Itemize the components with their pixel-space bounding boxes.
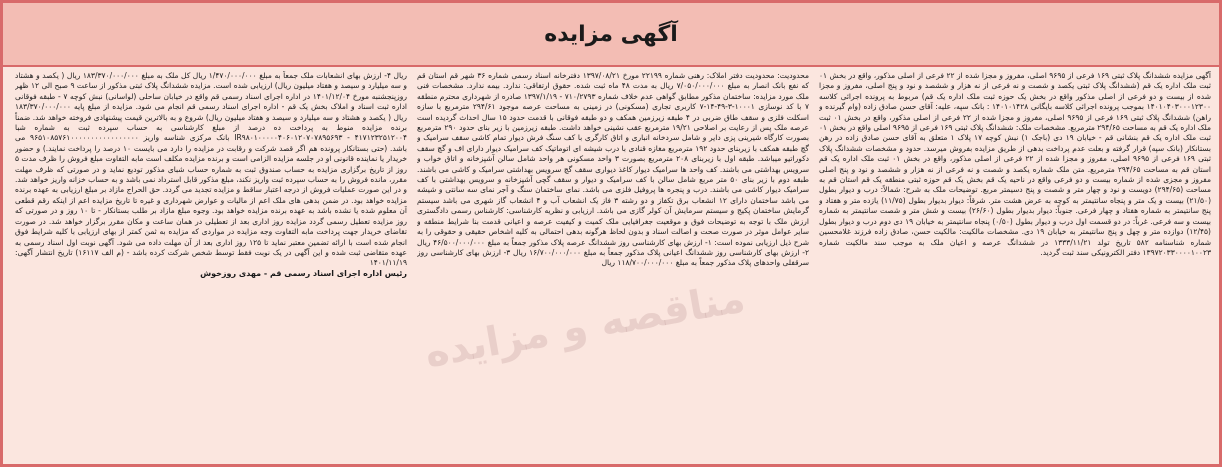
column-left-text: ریال ۴- ارزش بهای انشعابات ملک جمعاً به مبلغ ۱/۴۷۰/۰۰۰/۰۰۰ ریال کل ملک به مبلغ ۱۸۳/۳۷۰/۰۰۰/۰۰۰ ریال ( یکصد و هشتاد و سه میلیارد و سیصد و هفتاد میلیون ریال) ارزیابی شده است. مزایده ششدانگ پلاک ثبتی مذکور از ساعت ۹ صبح الی ۱۲ ظهر روزپنجشنبه مورخ ۱۴۰۱/۱۲/۰۴ در اداره اجرای اسناد رسمی قم واقع در خیابان ساحلی (لواسانی) نبش کوچه ۷ - طبقه فوقانی اداره ثبت اسناد و املاک بخش یک قم - اداره اجرای اسناد رسمی قم انجام می شود. مزایده از مبلغ پایه ۱۸۳/۳۷۰/۰۰۰/۰۰۰ ریال ( یکصد و هشتاد و سه میلیارد و سیصد و هفتاد میلیون ریال) شروع و به بالاترین قیمت پیشنهادی فروخته خواهد شد. ضمناً برنده مزایده منوط به پرداخت ده درصد از مبلغ کارشناسی به حساب سپرده ثبت به شماره شبا IR۹۸۰۱۰۰۰۰۰۴۰۶۰۱۲۰۷۰۷۸۹۵۶۹۳ - ۴۱۷۱۲۳۲۵۱۲۰۰۴ بانک مرکزی شناسه واریز ۹۶۵۱۰۸۵۷۶۱۰۰۰۰۰۰۰۰۰۰۰۰۰۰۰۰۰ می باشد. (حتی بستانکار پرونده هم اگر قصد شرکت و رقابت در مزایده را دارد می بایست ۱۰ درصد را پرداخت نمایند.) و حضور خریدار یا نماینده قانونی او در جلسه مزایده الزامی است و برنده مزایده مکلف است مابه التفاوت مبلغ فروش را ظرف مدت ۵ روز از تاریخ برگزاری مزایده به حساب صندوق ثبت به شماره حساب شبای مذکور تودیع نماید و در صورتی که ظرف مهلت مقرر، مانده فروش را به حساب سپرده ثبت واریز نکند، مبلغ مذکور قابل استرداد نمی باشد و به حساب خزانه واریز خواهد شد. و در این صورت عملیات فروش از درجه اعتبار ساقط و مزایده تجدید می گردد. حق الحراج مازاد بر مبلغ ارزیابی به عهده برنده مزایده خواهد بود. در ضمن بدهی های ملک اعم از مالیات و عوارض شهرداری و غیره تا تاریخ مزایده اعم از اینکه رقم قطعی آن معلوم شده یا نشده باشد به عهده برنده مزایده خواهد بود. وجوه مبلغ مازاد بر طلب بستانکار - تا ۱۰ روز و در صورتی که روز مزایده تعطیل رسمی گردد مزایده روز اداری بعد از تعطیلی در همان ساعت و مکان مقرر برگزار خواهد شد. در صورت تقاضای خریدار جهت پرداخت مابه التفاوت وجه مزایده در مواردی که مزایده به ثمن کمتر از بهای ارزیابی با کلیه شرایط فوق انجام شده است با ارائه تضمین معتبر نماید تا ۱۲۵ روز اداری بعد از آن مهلت داده می شود. آگهی نوبت اول اسناد رسمی به عهده متقاضی ثبت شده و این آگهی در یک نوبت فقط توسط شخص شرکت کرده باشد - (م الف ۱۶۱۱۷) تاریخ انتشار آگهی: ۱۴۰۱/۱۱/۱۹ (15, 71, 407, 268)
ad-columns (3, 67, 1219, 459)
column-middle-text: محدودیت: محدودیت دفتر املاک: رهنی شماره ۲۲۱۹۹ مورخ ۱۳۹۷/۰۸/۲۱ دفترخانه اسناد رسمی شماره ۳۶ شهر قم استان قم که نفع بانک انصار به مبلغ ۷/۰۵۰/۰۰۰/۰۰۰ ریال به مدت ۴۸ ماه ثبت شده. حقوق ارتفاقی: ندارد. بیمه ندارد. مشخصات فنی ملک مورد مزایده: ساختمان مذکور مطابق گواهی عدم خلاف شماره ۷۱۰/۲۷۹۳ - ۱۳۹۷/۱/۱۹ صادره از شهرداری محترم منطقه ۷ با کد نوسازی ۱۰۰۰۱-۳-۴۹-۱۴-۷ کاربری تجاری (مسکونی) در زمینی به مساحت عرصه موجود ۲۹۴/۶۱ مترمربع با سازه اسکلت فلزی و سقف طاق ضربی در ۴ طبقه زیرزمین همکف و دو طبقه فوقانی با قدمت حدود ۱۵ سال احداث گردیده است عرصه ملک پس از رعایت بر اصلاحی ۱۹/۲۱ مترمربع عقب نشینی خواهد داشت. طبقه زیرزمین با زیر بنای حدود ۲۹۰ مترمربع بصورت کارگاه شیرینی پزی دایر و شامل سردخانه انباری و اتاق کارگری با کف سنگ فرش دیوار تمام کاشی سقف سرامیک و گچ طبقه همکف با زیربنای حدود ۱۹۲ مترمربع مغازه قنادی با درب شیشه ای اتوماتیک کف سرامیک دیوار دارای اف و گچ سقف دکوراتیو میباشد. طبقه اول با زیربنای ۲۰۸ مترمربع بصورت ۳ واحد مسکونی هر واحد شامل سالن آشپزخانه و اتاق خواب و سرویس بهداشتی می باشند. کف واحد ها سرامیک دیوار کاغذ دیواری سقف گچ سرویس بهداشتی سرامیک و کاشی می باشند. طبقه دوم با زیر بنای ۵۰ متر مربع شامل سالن با کف سرامیک و دیوار و سقف گچی آشپزخانه و سرویس بهداشتی با کف سرامیک دیوار کاشی می باشند. درب و پنجره ها پروفیل فلزی می باشد. نمای ساختمان سنگ و آجر نمای سه سانتی و شیشه می باشد ساختمان دارای ۱۲ انشعاب برق تکفاز و دو رشته ۳ فاز یک انشعاب آب و ۴ انشعاب گاز شهری می باشد سیستم گرمایش ساختمان پکیج و سیستم سرمایش آن کولر گازی می باشد. ارزیابی و نظریه کارشناسی: کارشناس رسمی دادگستری ارزش ملک با توجه به توضیحات فوق و موقعیت جغرافیایی ملک کمیت و کیفیت عرصه و اعیانی قدمت بنا شرایط منطقه و سایر عوامل موثر در صورت صحت و اصالت اسناد و بدون لحاظ هرگونه بدهی احتمالی به کلیه اشخاص حقیقی و حقوقی را به شرح ذیل ارزیابی نموده است: ۱- ارزش بهای کارشناسی روز ششدانگ عرصه پلاک مذکور جمعاً به مبلغ ۴۶/۵۰۰/۰۰۰/۰۰۰ ریال ۲- ارزش بهای کارشناسی روز ششدانگ اعیانی پلاک مذکور جمعاً به مبلغ ۱۶/۷۰۰/۰۰۰/۰۰۰ ریال ۳- ارزش بهای کارشناسی روز سرقفلی واحدهای پلاک مذکور جمعاً به مبلغ ۱۱۸/۷۰۰/۰۰۰/۰۰۰ ریال (417, 71, 809, 268)
signature-line: رئیس اداره اجرای اسناد رسمی قم - مهدی روزخوش (200, 268, 407, 278)
column-left (15, 71, 407, 459)
column-right-text: آگهی مزایده ششدانگ پلاک ثبتی ۱۶۹ فرعی از ۹۶۹۵ اصلی، مفروز و مجزا شده از ۲۲ فرعی از اصلی مذکور، واقع در بخش ۰۱ ثبت ملک اداره یک قم (ششدانگ پلاک ثبتی یکصد و شصت و نه فرعی از نه هزار و ششصد و نود و پنج اصلی، مفروز و مجزا شده از بیست و دو فرعی از اصلی مذکور واقع در بخش یک حوزه ثبت ملک اداره یک قم) مربوط به پرونده اجرائی کلاسه ۱۴۰۱۰۴۰۳۰۰۰۱۲۳۰۰ بموجب پرونده اجرائی کلاسه بایگانی ۱۴۰۱۰۱۴۲۸ : بانک سپه، علیه: آقای حسن صادق زاده (وام گیرنده و راهن) ششدانگ پلاک ثبتی ۱۶۹ فرعی از ۹۶۹۵ اصلی، مفروز و مجزا شده از ۲۲ فرعی از اصلی مذکور، واقع در بخش ۰۱ ثبت ملک اداره یک قم به مساحت ۲۹۴/۶۵ مترمربع. مشخصات ملک: ششدانگ پلاک ثبتی ۱۶۹ فرعی از ۹۶۹۵ اصلی واقع در بخش ۰۱ ثبت ملک اداره یک قم بنشانی قم - خیابان ۱۹ دی (باجک ۱) نبش کوچه ۱۷ پلاک ۱ متعلق به آقای حسن صادق زاده در رهن بستانکار (بانک سپه) قرار گرفته و بعلت عدم پرداخت بدهی از طریق مزایده بفروش میرسد. حدود و مشخصات ششدانگ پلاک ثبتی ۱۶۹ فرعی از ۹۶۹۵ اصلی، مفروز و مجزا شده از ۲۲ فرعی از اصلی مذکور، واقع در بخش ۰۱ ثبت ملک اداره یک قم استان قم به مساحت ۲۹۴/۶۵ مترمربع. متن ملک شماره یکصد و شصت و نه فرعی از نه هزار و ششصد و نود و پنج اصلی مفروز و مجزی شده از شماره بیست و دو فرعی واقع در ناحیه یک قم بخش یک قم حوزه ثبتی منطقه یک قم استان قم به مساحت (۲۹۴/۶۵) دویست و نود و چهار متر و شصت و پنج دسیمتر مربع. توضیحات ملک به شرح: شمالاً: درب و دیوار بطول (۲۱/۵۰) بیست و یک متر و پنجاه سانتیمتر به کوچه به عرض هشت متر. شرقاً: دیوار بدیوار بطول (۱۱/۷۵) یازده متر و هفتاد و پنج سانتیمتر به شماره هفتاد و چهار فرعی. جنوباً: دیوار بدیوار بطول (۲۶/۶۰) بیست و شش متر و شصت سانتیمتر به شماره بیست و سه فرعی. غرباً: در دو قسمت اول درب و دیوار بطول (۰/۵۰) پنجاه سانتیمتر به خیابان ۱۹ دی دوم درب و دیوار بطول (۱۲/۴۵) دوازده متر و چهل و پنج سانتیمتر به خیابان ۱۹ دی. مشخصات مالکیت: مالکیت حسن، صادق زاده فرزند غلامحسین شماره شناسنامه ۵۸۲ تاریخ تولد ۱۳۳۳/۱۱/۲۱ در ششدانگ عرصه و اعیان ملک به موجب سند مالکیت شماره ۱۳۹۷۲۰۳۳۰۰۰۰۱۰۰۲۳ دفتر الکترونیکی سند ثبت گردید. (819, 71, 1211, 257)
column-middle (417, 71, 809, 459)
ad-header (3, 3, 1219, 67)
page-title: آگهی مزایده (544, 21, 678, 47)
watermark-text: مناقصه و مزایده (421, 275, 749, 377)
column-right (819, 71, 1211, 459)
